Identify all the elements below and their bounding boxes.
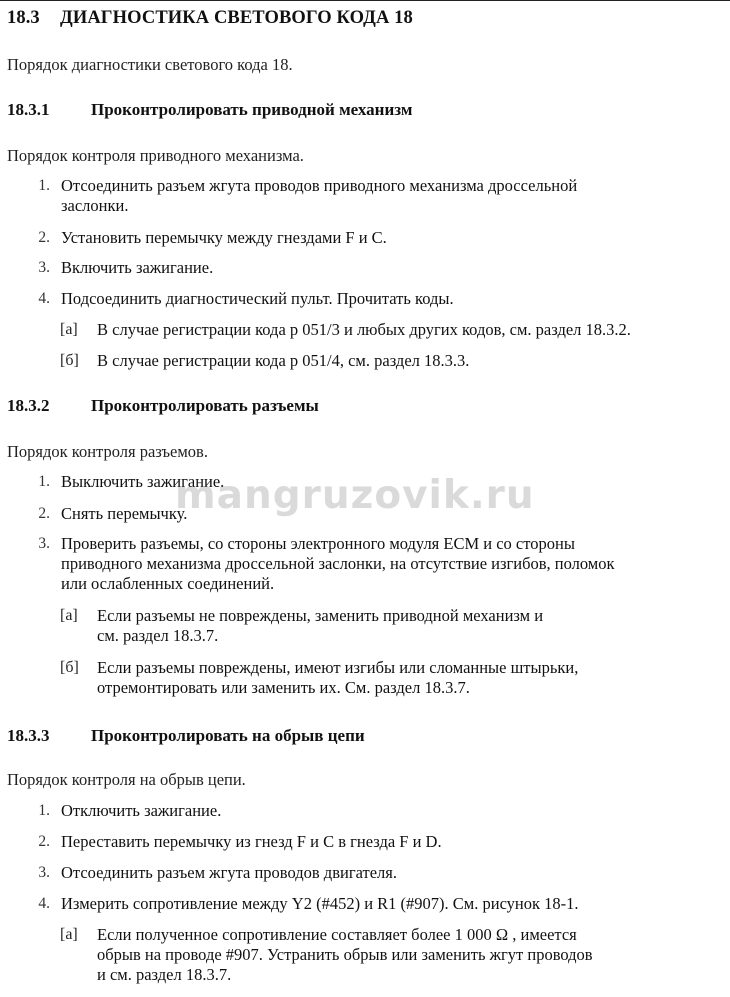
subsection-heading [7,396,319,416]
list-item-number: 4. [38,895,50,912]
list-item-number: 3. [38,535,50,552]
subsection-intro: Порядок контроля приводного механизма. [7,146,304,165]
section-title: ДИАГНОСТИКА СВЕТОВОГО КОДА 18 [60,8,413,28]
list-item-number: 2. [38,833,50,850]
subsection-intro: Порядок контроля разъемов. [7,442,208,461]
subsection-number: 18.3.3 [7,726,50,745]
list-item-number: 3. [38,259,50,276]
section-heading [7,8,413,29]
list-item-text: Переставить перемычку из гнезд F и C в гнезда F и D. [61,832,442,851]
list-item-text: Измерить сопротивление между Y2 (#452) и R1 (#907). См. рисунок 18-1. [61,894,579,913]
list-item-text: Включить зажигание. [61,258,214,277]
subsection-title: Проконтролировать приводной механизм [91,100,413,119]
sub-item-marker: [б] [60,352,79,369]
subsection-number: 18.3.1 [7,100,50,119]
subsection-number: 18.3.2 [7,396,50,415]
subsection-heading [7,100,412,120]
subsection-heading [7,726,365,746]
subsection-title: Проконтролировать на обрыв цепи [91,726,365,745]
list-item-number: 2. [38,229,50,246]
list-item-number: 1. [38,802,50,819]
sub-item-marker: [а] [60,321,78,338]
list-item-text: Выключить зажигание. [61,472,225,491]
sub-item-marker: [а] [60,926,78,943]
list-item-number: 1. [38,473,50,490]
watermark: mangruzovik.ru [175,473,535,518]
section-intro: Порядок диагностики светового кода 18. [7,55,293,74]
list-item-number: 2. [38,505,50,522]
list-item-text: Отсоединить разъем жгута проводов приводного механизма дроссельной заслонки. [61,176,578,215]
section-number: 18.3 [7,8,40,28]
sub-item-marker: [а] [60,607,78,624]
list-item-text: Проверить разъемы, со стороны электронного модуля ECM и со стороны приводного механизма дроссельной заслонки, на отсутствие изгибов, поломок или ослабленных соединений. [61,534,615,593]
list-item-text: Подсоединить диагностический пульт. Прочитать коды. [61,289,454,308]
list-item-text: Снять перемычку. [61,504,188,523]
subsection-title: Проконтролировать разъемы [91,396,319,415]
sub-item-text: Если разъемы повреждены, имеют изгибы или сломанные штырьки, отремонтировать или заменить их. См. раздел 18.3.7. [97,658,579,697]
list-item-text: Отключить зажигание. [61,801,222,820]
subsection-intro: Порядок контроля на обрыв цепи. [7,770,246,789]
sub-item-text: В случае регистрации кода р 051/4, см. раздел 18.3.3. [97,351,470,370]
list-item-text: Отсоединить разъем жгута проводов двигателя. [61,863,397,882]
sub-item-text: Если полученное сопротивление составляет более 1 000 Ω , имеется обрыв на проводе #907. Устранить обрыв или заменить жгут проводов и см. раздел 18.3.7. [97,925,593,984]
sub-item-marker: [б] [60,659,79,676]
sub-item-text: Если разъемы не повреждены, заменить приводной механизм и см. раздел 18.3.7. [97,606,544,645]
list-item-text: Установить перемычку между гнездами F и C. [61,228,387,247]
list-item-number: 4. [38,290,50,307]
sub-item-text: В случае регистрации кода р 051/3 и любых других кодов, см. раздел 18.3.2. [97,320,631,339]
list-item-number: 3. [38,864,50,881]
list-item-number: 1. [38,177,50,194]
top-rule [0,0,730,1]
